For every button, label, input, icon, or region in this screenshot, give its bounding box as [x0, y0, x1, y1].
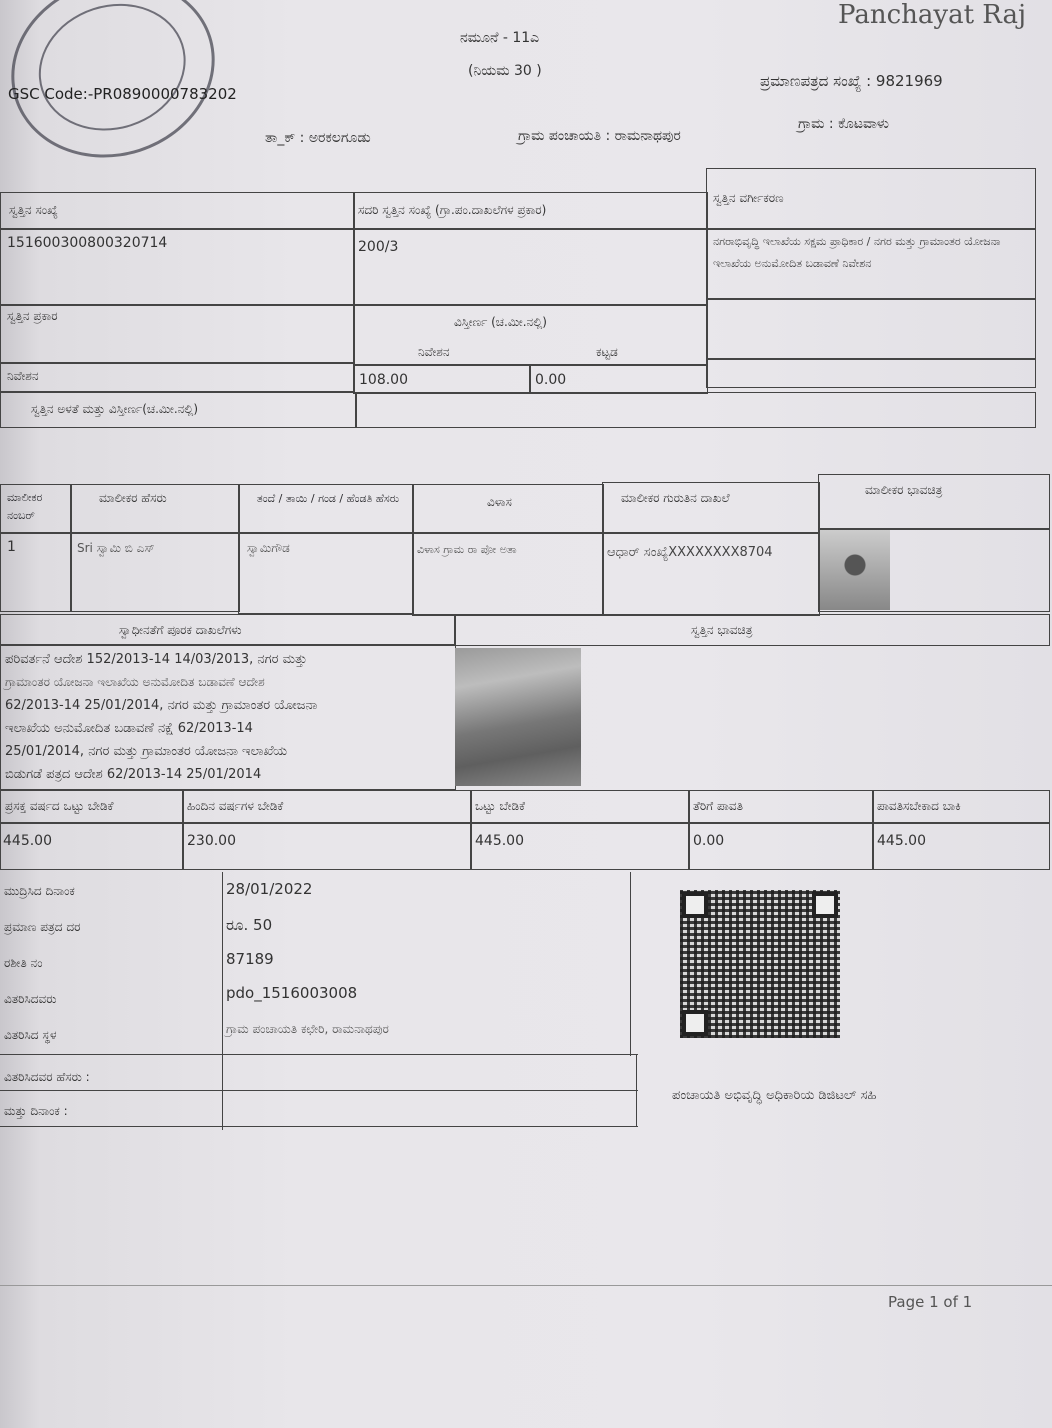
- owner-th-address-label: ವಿಳಾಸ: [487, 495, 512, 509]
- owner-th-id-label: ಮಾಲೀಕರ ಗುರುತಿನ ದಾಖಲೆ: [621, 491, 730, 505]
- owner-cell-no: [0, 532, 72, 612]
- tax-th-total-label: ಒಟ್ಟು ಬೇಡಿಕೆ: [475, 799, 525, 813]
- tax-total-value: 445.00: [475, 833, 524, 849]
- docs-line-3: 62/2013-14 25/01/2014, ನಗರ ಮತ್ತು ಗ್ರಾಮಾಂತರ ಯೋಜನಾ: [5, 698, 318, 713]
- class-header-cell: [706, 168, 1036, 230]
- owner-cell-id: [602, 532, 820, 616]
- owner-th-address: [412, 484, 604, 534]
- dimensions-value-cell: [355, 392, 1036, 428]
- building-label: ಕಟ್ಟಡ: [596, 345, 618, 359]
- owner-th-relative: [238, 484, 414, 534]
- area-label: ವಿಸ್ತೀರ್ಣ (ಚ.ಮೀ.ನಲ್ಲಿ): [454, 315, 547, 329]
- gram-panchayat: ಗ್ರಾಮ ಪಂಚಾಯತಿ : ರಾಮನಾಥಪುರ: [518, 128, 681, 144]
- tax-th-current: [0, 790, 184, 824]
- owner-id-doc: ಆಧಾರ್ ಸಂಖ್ಯೆXXXXXXXX8704: [607, 545, 773, 560]
- tax-cell-previous: [182, 822, 472, 870]
- tax-previous-value: 230.00: [187, 833, 236, 849]
- footer-divider: [0, 1285, 1052, 1286]
- type-value-cell: [0, 362, 355, 392]
- survey-value: 200/3: [358, 239, 399, 255]
- issue-label-sign-date: ಮತ್ತು ದಿನಾಂಕ :: [4, 1104, 68, 1118]
- survey-header-cell: [353, 192, 708, 230]
- owner-th-photo: [818, 474, 1050, 530]
- blank-cell-1: [706, 298, 1036, 360]
- tax-th-total: [470, 790, 690, 824]
- owner-th-relative-label: ತಂದೆ / ತಾಯಿ / ಗಂಡ / ಹೆಂಡತಿ ಹೆಸರು: [256, 492, 400, 505]
- tax-balance-value: 445.00: [877, 833, 926, 849]
- dimensions-label-cell: [0, 392, 357, 428]
- qr-finder-top-left: [682, 892, 708, 918]
- docs-line-4: ಇಲಾಖೆಯ ಅನುಮೋದಿತ ಬಡಾವಣೆ ನಕ್ಷೆ 62/2013-14: [5, 721, 253, 736]
- tax-th-current-label: ಪ್ರಸಕ್ತ ವರ್ಷದ ಒಟ್ಟು ಬೇಡಿಕೆ: [5, 799, 114, 813]
- issue-label-issuer: ವಿತರಿಸಿದವರು: [4, 992, 57, 1006]
- tax-th-balance-label: ಪಾವತಿಸಬೇಕಾದ ಬಾಕಿ: [877, 799, 961, 813]
- tax-current-value: 445.00: [3, 833, 52, 849]
- prop-photo-label: ಸ್ವತ್ತಿನ ಭಾವಚಿತ್ರ: [691, 623, 753, 637]
- docs-line-5: 25/01/2014, ನಗರ ಮತ್ತು ಗ್ರಾಮಾಂತರ ಯೋಜನಾ ಇಲಾಖೆಯ: [5, 744, 288, 759]
- tax-cell-paid: [688, 822, 874, 870]
- issue-place: ಗ್ರಾಮ ಪಂಚಾಯತಿ ಕಛೇರಿ, ರಾಮನಾಥಪುರ: [226, 1022, 389, 1036]
- tax-th-previous-label: ಹಿಂದಿನ ವರ್ಷಗಳ ಬೇಡಿಕೆ: [187, 799, 284, 813]
- type-value: ನಿವೇಶನ: [7, 369, 39, 383]
- qr-code: [680, 890, 840, 1038]
- tax-th-previous: [182, 790, 472, 824]
- issue-line-3: [0, 1126, 638, 1127]
- issue-label-receipt: ರಶೀತಿ ನಂ: [4, 956, 43, 970]
- type-label-cell: [0, 304, 355, 364]
- owner-photo-image: [820, 530, 890, 610]
- class-cell: [706, 228, 1036, 300]
- property-photo-image: [455, 648, 581, 786]
- site-value-cell: [353, 364, 531, 394]
- dimensions-label: ಸ್ವತ್ತಿನ ಅಳತೆ ಮತ್ತು ವಿಸ್ತೀರ್ಣ(ಚ.ಮೀ.ನಲ್ಲಿ): [31, 402, 199, 416]
- property-id-cell: [0, 228, 355, 306]
- issue-label-issuer-name: ವಿತರಿಸಿದವರ ಹೆಸರು :: [4, 1070, 90, 1084]
- owner-th-no: [0, 484, 72, 534]
- tax-th-paid-label: ತೆರಿಗೆ ಪಾವತಿ: [693, 799, 743, 813]
- owner-cell-name: [70, 532, 240, 612]
- qr-finder-top-right: [812, 892, 838, 918]
- qr-finder-bottom-left: [682, 1010, 708, 1036]
- blank-cell-2: [706, 358, 1036, 388]
- header-top-right: Panchayat Raj: [838, 0, 1027, 30]
- owner-no: 1: [7, 539, 16, 555]
- owner-th-no-label: ಮಾಲೀಕರ ನಂಬರ್: [7, 491, 43, 522]
- issue-issuer: pdo_1516003008: [226, 984, 358, 1002]
- tax-paid-value: 0.00: [693, 833, 725, 849]
- owner-th-photo-label: ಮಾಲೀಕರ ಭಾವಚಿತ್ರ: [865, 483, 943, 497]
- gsc-code: GSC Code:-PR0890000783202: [8, 85, 237, 103]
- issue-right-border: [630, 872, 631, 1056]
- issue-label-date: ಮುದ್ರಿಸಿದ ದಿನಾಂಕ: [4, 884, 75, 898]
- seal-inner-ring: [22, 0, 202, 149]
- tax-th-paid: [688, 790, 874, 824]
- issue-line-2: [0, 1090, 638, 1091]
- issue-line-1: [0, 1054, 638, 1055]
- issue-fee: ರೂ. 50: [226, 916, 273, 934]
- taluk: ತಾ_ಕ್ : ಅರಕಲಗೂಡು: [265, 130, 371, 146]
- site-label: ನಿವೇಶನ: [418, 345, 450, 359]
- survey-label: ಸದರಿ ಸ್ವತ್ತಿನ ಸಂಖ್ಯೆ (ಗ್ರಾ.ಪಂ.ದಾಖಲೆಗಳ ಪ್ರಕಾರ): [358, 203, 547, 217]
- class-label: ಸ್ವತ್ತಿನ ವರ್ಗೀಕರಣ: [713, 191, 784, 205]
- certificate-number: ಪ್ರಮಾಣಪತ್ರದ ಸಂಖ್ಯೆ : 9821969: [760, 72, 943, 90]
- village: ಗ್ರಾಮ : ಕೊಟವಾಳು: [798, 116, 889, 132]
- property-id-label: ಸ್ವತ್ತಿನ ಸಂಖ್ಯೆ: [9, 203, 58, 217]
- prop-photo-header-cell: [454, 614, 1050, 646]
- docs-cell: [0, 644, 456, 790]
- owner-name: Sri ಸ್ವಾಮಿ ಬಿ ಎಸ್: [77, 541, 155, 555]
- owner-relative: ಸ್ವಾಮಿಗೌಡ: [247, 541, 290, 555]
- property-id-value: 151600300800320714: [7, 235, 168, 251]
- issue-label-fee: ಪ್ರಮಾಣ ಪತ್ರದ ದರ: [4, 920, 81, 934]
- docs-line-1: ಪರಿವರ್ತನೆ ಆದೇಶ 152/2013-14 14/03/2013, ನಗರ ಮತ್ತು: [5, 652, 308, 667]
- form-rule: (ನಿಯಮ 30 ): [468, 63, 542, 79]
- type-label: ಸ್ವತ್ತಿನ ಪ್ರಕಾರ: [7, 309, 58, 323]
- tax-th-balance: [872, 790, 1050, 824]
- owner-th-name: [70, 484, 240, 534]
- docs-label: ಸ್ವಾಧೀನತೆಗೆ ಪೂರಕ ದಾಖಲೆಗಳು: [119, 623, 242, 637]
- issue-date: 28/01/2022: [226, 880, 313, 898]
- building-value-cell: [529, 364, 708, 394]
- docs-line-2: ಗ್ರಾಮಾಂತರ ಯೋಜನಾ ಇಲಾಖೆಯ ಅನುಮೋದಿತ ಬಡಾವಣೆ ಆದೇಶ: [5, 675, 265, 689]
- form-name: ನಮೂನೆ - 11ಎ: [460, 30, 540, 46]
- issue-label-place: ವಿತರಿಸಿದ ಸ್ಥಳ: [4, 1028, 57, 1042]
- class-value: ನಗರಾಭಿವೃದ್ಧಿ ಇಲಾಖೆಯ ಸಕ್ಷಮ ಪ್ರಾಧಿಕಾರ / ನಗರ ಮತ್ತು ಗ್ರಾಮಾಂತರ ಯೋಜನಾ ಇಲಾಖೆಯ ಅನುಮೋದಿತ ಬಡಾವಣೆ ನಿವೇಶನ: [713, 235, 1001, 270]
- owner-cell-address: [412, 532, 604, 616]
- site-value: 108.00: [359, 372, 408, 388]
- issue-divider: [222, 872, 223, 1130]
- owner-th-id: [602, 482, 820, 534]
- survey-cell: [353, 228, 708, 306]
- docs-header-cell: [0, 614, 456, 646]
- issue-right-border-2: [636, 1054, 637, 1126]
- property-id-header-cell: [0, 192, 355, 230]
- owner-address: ವಿಳಾಸ ಗ್ರಾಮ ರಾ ಪೋ ಅತಾ: [417, 543, 517, 556]
- owner-th-name-label: ಮಾಲೀಕರ ಹೆಸರು: [99, 491, 167, 505]
- issue-receipt: 87189: [226, 950, 274, 968]
- digital-signature-label: ಪಂಚಾಯತಿ ಅಭಿವೃದ್ಧಿ ಅಧಿಕಾರಿಯ ಡಿಜಿಟಲ್ ಸಹಿ: [672, 1088, 877, 1103]
- docs-line-6: ಬಿಡುಗಡೆ ಪತ್ರದ ಆದೇಶ 62/2013-14 25/01/2014: [5, 767, 262, 782]
- tax-cell-balance: [872, 822, 1050, 870]
- tax-cell-total: [470, 822, 690, 870]
- tax-cell-current: [0, 822, 184, 870]
- page-number: Page 1 of 1: [888, 1293, 973, 1311]
- building-value: 0.00: [535, 372, 567, 388]
- area-header-cell: [353, 304, 708, 366]
- owner-cell-relative: [238, 532, 414, 614]
